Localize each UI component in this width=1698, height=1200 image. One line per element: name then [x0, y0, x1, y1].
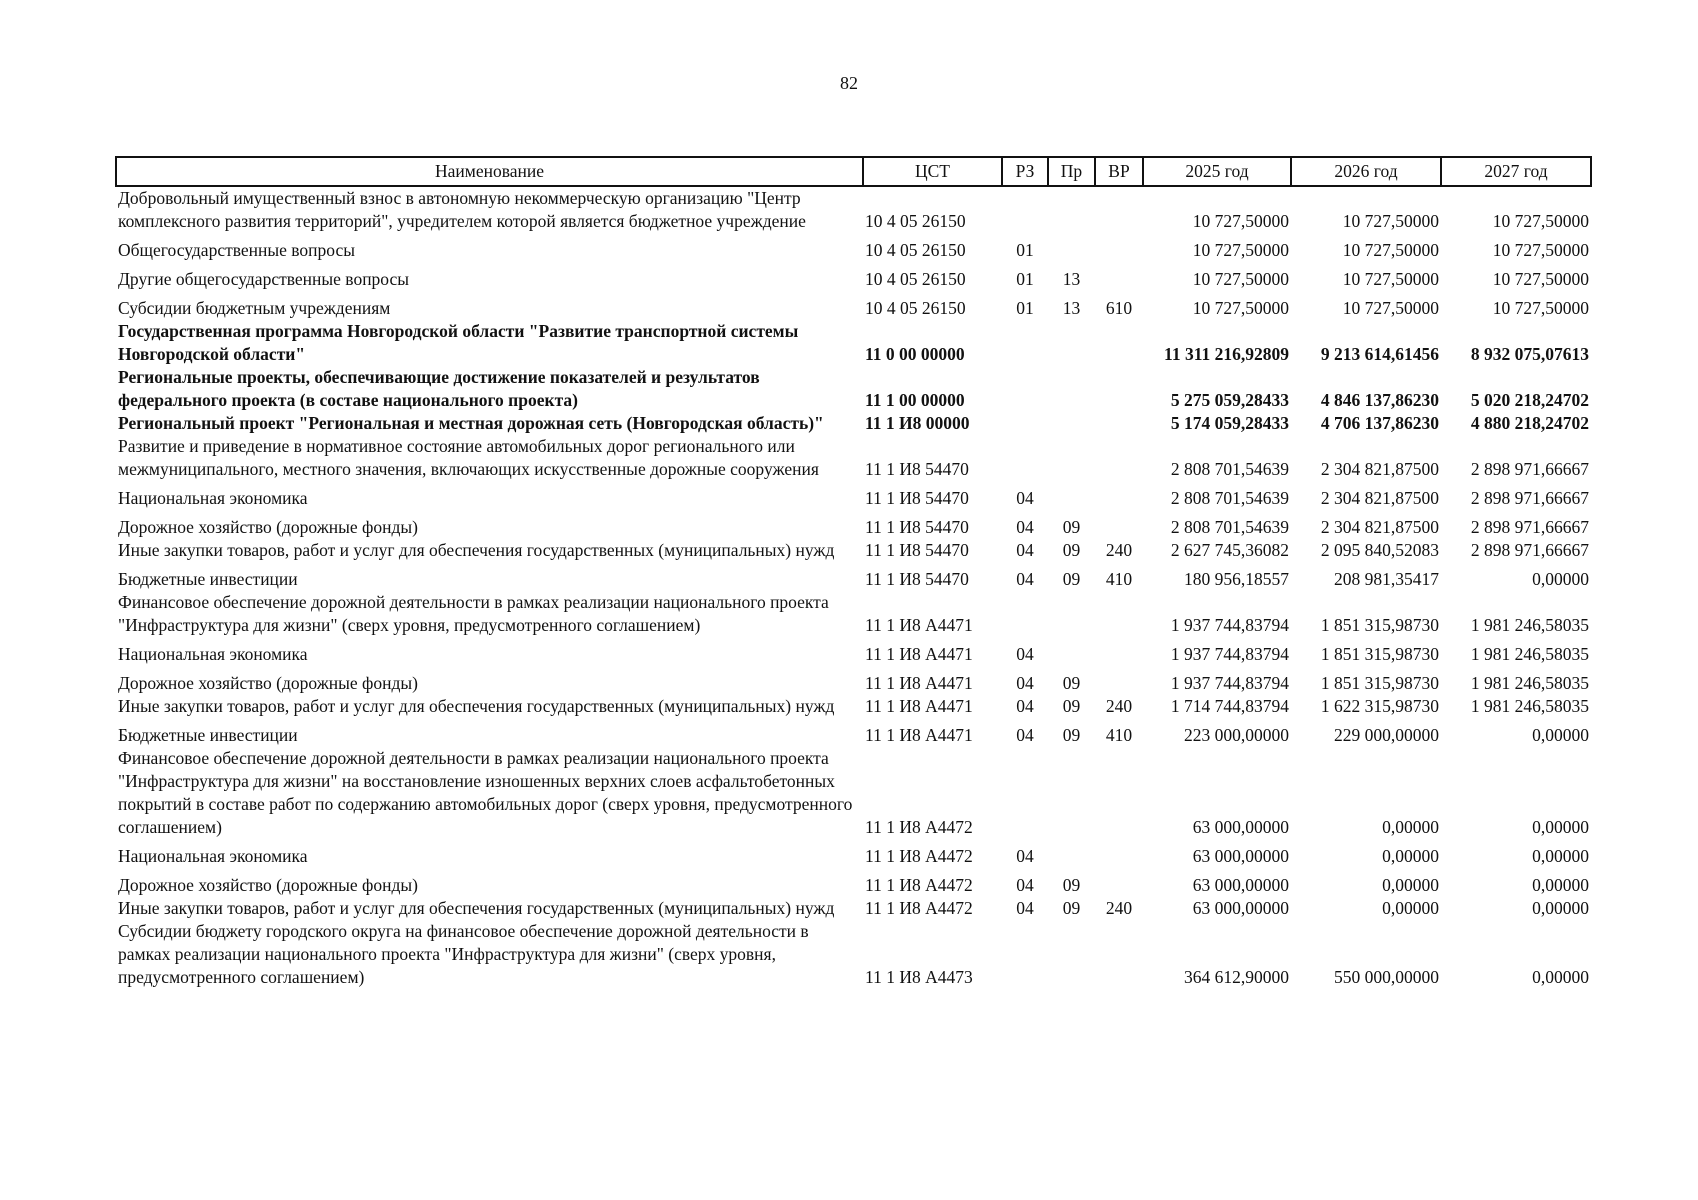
row-amount-2026: 1 622 315,98730	[1320, 696, 1439, 716]
row-rz	[1002, 320, 1048, 366]
row-amount-2026: 10 727,50000	[1342, 240, 1439, 260]
table-row	[116, 666, 1591, 695]
row-amount-2027: 1 981 246,58035	[1470, 644, 1589, 664]
row-amount-2025: 63 000,00000	[1192, 875, 1289, 895]
row-vr	[1095, 366, 1143, 412]
row-amount-2027: 4 880 218,24702	[1470, 413, 1589, 433]
row-vr	[1095, 481, 1143, 510]
row-amount-2026: 1 851 315,98730	[1320, 673, 1439, 693]
row-amount-2025: 1 937 744,83794	[1170, 615, 1289, 635]
row-name: Иные закупки товаров, работ и услуг для обеспечения государственных (муниципальных) нужд	[118, 540, 835, 560]
row-pr: 09	[1062, 517, 1081, 537]
row-amount-2025: 2 627 745,36082	[1170, 540, 1289, 560]
row-cst: 10 4 05 26150	[865, 240, 966, 260]
row-vr: 240	[1105, 696, 1133, 716]
row-name: Финансовое обеспечение дорожной деятельности в рамках реализации национального проекта "Инфраструктура для жизни" на восстановление изношенных верхних слоев асфальтобетонных покрытий в составе работ по содержанию автомобильных дорог (сверх уровня, предусмотренного соглашением)	[118, 748, 853, 837]
row-amount-2027: 0,00000	[1532, 817, 1589, 837]
row-amount-2025: 11 311 216,92809	[1164, 344, 1289, 364]
row-pr	[1048, 591, 1095, 637]
row-name: Субсидии бюджетным учреждениям	[118, 298, 391, 318]
row-rz: 04	[1016, 644, 1034, 664]
row-name: Иные закупки товаров, работ и услуг для обеспечения государственных (муниципальных) нужд	[118, 696, 835, 716]
row-rz	[1002, 412, 1048, 435]
row-pr	[1048, 435, 1095, 481]
row-pr: 09	[1062, 875, 1081, 895]
row-amount-2025: 63 000,00000	[1192, 817, 1289, 837]
table-row	[116, 839, 1591, 868]
row-cst: 11 1 И8 А4471	[865, 725, 973, 745]
row-amount-2027: 0,00000	[1532, 875, 1589, 895]
row-pr: 13	[1062, 298, 1081, 318]
row-pr	[1048, 186, 1095, 233]
row-vr	[1095, 186, 1143, 233]
row-rz: 04	[1016, 846, 1034, 866]
row-name: Развитие и приведение в нормативное состояние автомобильных дорог регионального или межмуниципального, местного значения, включающих искусственные дорожные сооружения	[118, 436, 819, 479]
row-amount-2025: 63 000,00000	[1192, 898, 1289, 918]
table-row	[116, 637, 1591, 666]
row-name: Дорожное хозяйство (дорожные фонды)	[118, 875, 419, 895]
row-amount-2027: 2 898 971,66667	[1470, 517, 1589, 537]
row-cst: 11 1 И8 А4471	[865, 644, 973, 664]
row-rz: 04	[1016, 517, 1034, 537]
row-name: Дорожное хозяйство (дорожные фонды)	[118, 517, 419, 537]
table-row	[116, 320, 1591, 366]
row-amount-2026: 229 000,00000	[1334, 725, 1439, 745]
row-vr	[1095, 666, 1143, 695]
row-amount-2025: 10 727,50000	[1192, 240, 1289, 260]
row-amount-2027: 2 898 971,66667	[1470, 459, 1589, 479]
row-cst: 11 1 00 00000	[865, 390, 965, 410]
row-cst: 11 1 И8 54470	[865, 517, 969, 537]
row-vr: 610	[1105, 298, 1133, 318]
row-amount-2027: 1 981 246,58035	[1470, 615, 1589, 635]
row-amount-2026: 1 851 315,98730	[1320, 615, 1439, 635]
row-amount-2025: 1 937 744,83794	[1170, 644, 1289, 664]
row-cst: 11 1 И8 54470	[865, 540, 969, 560]
table-row	[116, 562, 1591, 591]
row-vr	[1095, 262, 1143, 291]
row-pr	[1048, 233, 1095, 262]
table-row	[116, 412, 1591, 435]
table-row	[116, 262, 1591, 291]
table-row	[116, 481, 1591, 510]
row-cst: 11 1 И8 А4472	[865, 898, 973, 918]
row-amount-2026: 9 213 614,61456	[1320, 344, 1439, 364]
row-pr	[1048, 366, 1095, 412]
row-rz	[1002, 435, 1048, 481]
row-amount-2026: 208 981,35417	[1334, 569, 1439, 589]
row-amount-2027: 0,00000	[1532, 569, 1589, 589]
row-name: Бюджетные инвестиции	[118, 569, 298, 589]
row-cst: 11 1 И8 А4472	[865, 846, 973, 866]
row-amount-2026: 550 000,00000	[1334, 967, 1439, 987]
row-name: Региональный проект "Региональная и местная дорожная сеть (Новгородская область)"	[118, 413, 824, 433]
row-amount-2025: 1 937 744,83794	[1170, 673, 1289, 693]
row-amount-2026: 10 727,50000	[1342, 298, 1439, 318]
row-vr	[1095, 320, 1143, 366]
row-pr: 09	[1062, 696, 1081, 716]
table-row	[116, 747, 1591, 839]
table-row	[116, 920, 1591, 989]
row-pr: 09	[1062, 540, 1081, 560]
row-amount-2025: 10 727,50000	[1192, 211, 1289, 231]
row-name: Национальная экономика	[118, 846, 308, 866]
row-amount-2027: 10 727,50000	[1492, 240, 1589, 260]
row-cst: 11 1 И8 А4473	[865, 967, 973, 987]
row-rz: 04	[1016, 696, 1034, 716]
table-row	[116, 591, 1591, 637]
row-pr	[1048, 839, 1095, 868]
row-vr	[1095, 839, 1143, 868]
row-name: Национальная экономика	[118, 488, 308, 508]
row-cst: 10 4 05 26150	[865, 269, 966, 289]
row-amount-2027: 1 981 246,58035	[1470, 696, 1589, 716]
row-vr	[1095, 435, 1143, 481]
row-amount-2025: 5 174 059,28433	[1170, 413, 1289, 433]
table-row	[116, 366, 1591, 412]
row-rz	[1002, 591, 1048, 637]
row-amount-2025: 364 612,90000	[1184, 967, 1289, 987]
row-rz	[1002, 186, 1048, 233]
table-row	[116, 868, 1591, 897]
header-2027: 2027 год	[1441, 157, 1591, 186]
row-amount-2026: 4 846 137,86230	[1320, 390, 1439, 410]
row-rz: 04	[1016, 488, 1034, 508]
row-pr	[1048, 747, 1095, 839]
row-amount-2027: 0,00000	[1532, 725, 1589, 745]
row-name: Бюджетные инвестиции	[118, 725, 298, 745]
row-cst: 11 1 И8 54470	[865, 488, 969, 508]
row-amount-2026: 2 304 821,87500	[1320, 488, 1439, 508]
row-vr	[1095, 591, 1143, 637]
row-vr: 410	[1105, 725, 1133, 745]
row-rz: 04	[1016, 898, 1034, 918]
table-row	[116, 186, 1591, 233]
table-row	[116, 233, 1591, 262]
row-amount-2025: 2 808 701,54639	[1170, 459, 1289, 479]
row-vr	[1095, 747, 1143, 839]
row-amount-2026: 0,00000	[1382, 898, 1439, 918]
row-rz	[1002, 747, 1048, 839]
row-cst: 11 1 И8 00000	[865, 413, 970, 433]
row-amount-2025: 180 956,18557	[1184, 569, 1289, 589]
header-vr: ВР	[1095, 157, 1143, 186]
row-amount-2025: 1 714 744,83794	[1170, 696, 1289, 716]
row-amount-2027: 2 898 971,66667	[1470, 488, 1589, 508]
row-name: Общегосударственные вопросы	[118, 240, 356, 260]
row-name: Дорожное хозяйство (дорожные фонды)	[118, 673, 419, 693]
row-pr: 09	[1062, 725, 1081, 745]
table-body	[116, 186, 1591, 989]
row-vr: 240	[1105, 898, 1133, 918]
header-2026: 2026 год	[1291, 157, 1441, 186]
table-row	[116, 510, 1591, 539]
row-pr: 09	[1062, 569, 1081, 589]
header-pr: Пр	[1048, 157, 1095, 186]
row-amount-2027: 10 727,50000	[1492, 269, 1589, 289]
row-rz: 04	[1016, 540, 1034, 560]
row-amount-2026: 2 095 840,52083	[1320, 540, 1439, 560]
row-pr: 13	[1062, 269, 1081, 289]
row-cst: 11 1 И8 54470	[865, 459, 969, 479]
row-name: Другие общегосударственные вопросы	[118, 269, 410, 289]
row-amount-2026: 1 851 315,98730	[1320, 644, 1439, 664]
row-pr: 09	[1062, 898, 1081, 918]
row-amount-2027: 0,00000	[1532, 846, 1589, 866]
row-cst: 11 1 И8 А4471	[865, 673, 973, 693]
row-name: Региональные проекты, обеспечивающие достижение показателей и результатов федерального проекта (в составе национального проекта)	[118, 367, 760, 410]
row-name: Государственная программа Новгородской области "Развитие транспортной системы Новгородской области"	[118, 321, 799, 364]
row-vr	[1095, 412, 1143, 435]
row-rz	[1002, 920, 1048, 989]
row-rz: 01	[1016, 298, 1034, 318]
row-rz: 04	[1016, 875, 1034, 895]
row-rz: 04	[1016, 673, 1034, 693]
page-number: 82	[840, 73, 858, 93]
row-cst: 11 1 И8 А4472	[865, 875, 973, 895]
table-row	[116, 718, 1591, 747]
row-cst: 11 1 И8 54470	[865, 569, 969, 589]
table-row	[116, 291, 1591, 320]
row-amount-2027: 0,00000	[1532, 967, 1589, 987]
row-amount-2027: 10 727,50000	[1492, 211, 1589, 231]
row-name: Национальная экономика	[118, 644, 308, 664]
row-pr	[1048, 637, 1095, 666]
row-vr: 240	[1105, 540, 1133, 560]
table-row	[116, 897, 1591, 920]
row-pr: 09	[1062, 673, 1081, 693]
row-name: Добровольный имущественный взнос в автономную некоммерческую организацию "Центр комплексного развития территорий", учредителем которой является бюджетное учреждение	[118, 188, 806, 231]
row-vr	[1095, 868, 1143, 897]
row-amount-2025: 10 727,50000	[1192, 269, 1289, 289]
row-pr	[1048, 412, 1095, 435]
row-amount-2027: 1 981 246,58035	[1470, 673, 1589, 693]
row-amount-2025: 63 000,00000	[1192, 846, 1289, 866]
row-amount-2026: 0,00000	[1382, 875, 1439, 895]
row-cst: 11 1 И8 А4471	[865, 696, 973, 716]
row-vr	[1095, 637, 1143, 666]
row-amount-2025: 5 275 059,28433	[1170, 390, 1289, 410]
table-header-row	[116, 157, 1591, 186]
row-amount-2026: 10 727,50000	[1342, 269, 1439, 289]
header-2025: 2025 год	[1143, 157, 1291, 186]
row-amount-2026: 10 727,50000	[1342, 211, 1439, 231]
row-amount-2025: 2 808 701,54639	[1170, 517, 1289, 537]
row-cst: 11 1 И8 А4471	[865, 615, 973, 635]
row-amount-2026: 0,00000	[1382, 817, 1439, 837]
header-cst: ЦСТ	[863, 157, 1002, 186]
row-amount-2025: 10 727,50000	[1192, 298, 1289, 318]
row-cst: 10 4 05 26150	[865, 211, 966, 231]
row-cst: 11 1 И8 А4472	[865, 817, 973, 837]
row-rz: 04	[1016, 725, 1034, 745]
table-row	[116, 539, 1591, 562]
row-amount-2026: 2 304 821,87500	[1320, 459, 1439, 479]
row-pr	[1048, 320, 1095, 366]
row-amount-2027: 10 727,50000	[1492, 298, 1589, 318]
row-amount-2026: 2 304 821,87500	[1320, 517, 1439, 537]
row-amount-2027: 5 020 218,24702	[1470, 390, 1589, 410]
row-rz: 01	[1016, 240, 1034, 260]
row-vr	[1095, 233, 1143, 262]
row-vr	[1095, 920, 1143, 989]
row-amount-2026: 4 706 137,86230	[1320, 413, 1439, 433]
row-name: Иные закупки товаров, работ и услуг для обеспечения государственных (муниципальных) нужд	[118, 898, 835, 918]
row-pr	[1048, 481, 1095, 510]
row-vr	[1095, 510, 1143, 539]
row-amount-2027: 8 932 075,07613	[1470, 344, 1589, 364]
row-name: Субсидии бюджету городского округа на финансовое обеспечение дорожной деятельности в рамках реализации национального проекта "Инфраструктура для жизни" (сверх уровня, предусмотренного соглашением)	[118, 921, 809, 987]
row-name: Финансовое обеспечение дорожной деятельности в рамках реализации национального проекта "Инфраструктура для жизни" (сверх уровня, предусмотренного соглашением)	[118, 592, 829, 635]
row-pr	[1048, 920, 1095, 989]
row-vr: 410	[1105, 569, 1133, 589]
row-cst: 11 0 00 00000	[865, 344, 965, 364]
row-rz: 04	[1016, 569, 1034, 589]
header-rz: РЗ	[1002, 157, 1048, 186]
row-rz: 01	[1016, 269, 1034, 289]
table-row	[116, 695, 1591, 718]
row-rz	[1002, 366, 1048, 412]
budget-table	[115, 156, 1592, 989]
header-name: Наименование	[116, 157, 863, 186]
row-amount-2027: 2 898 971,66667	[1470, 540, 1589, 560]
row-amount-2025: 2 808 701,54639	[1170, 488, 1289, 508]
row-amount-2025: 223 000,00000	[1184, 725, 1289, 745]
row-amount-2026: 0,00000	[1382, 846, 1439, 866]
row-cst: 10 4 05 26150	[865, 298, 966, 318]
row-amount-2027: 0,00000	[1532, 898, 1589, 918]
table-row	[116, 435, 1591, 481]
